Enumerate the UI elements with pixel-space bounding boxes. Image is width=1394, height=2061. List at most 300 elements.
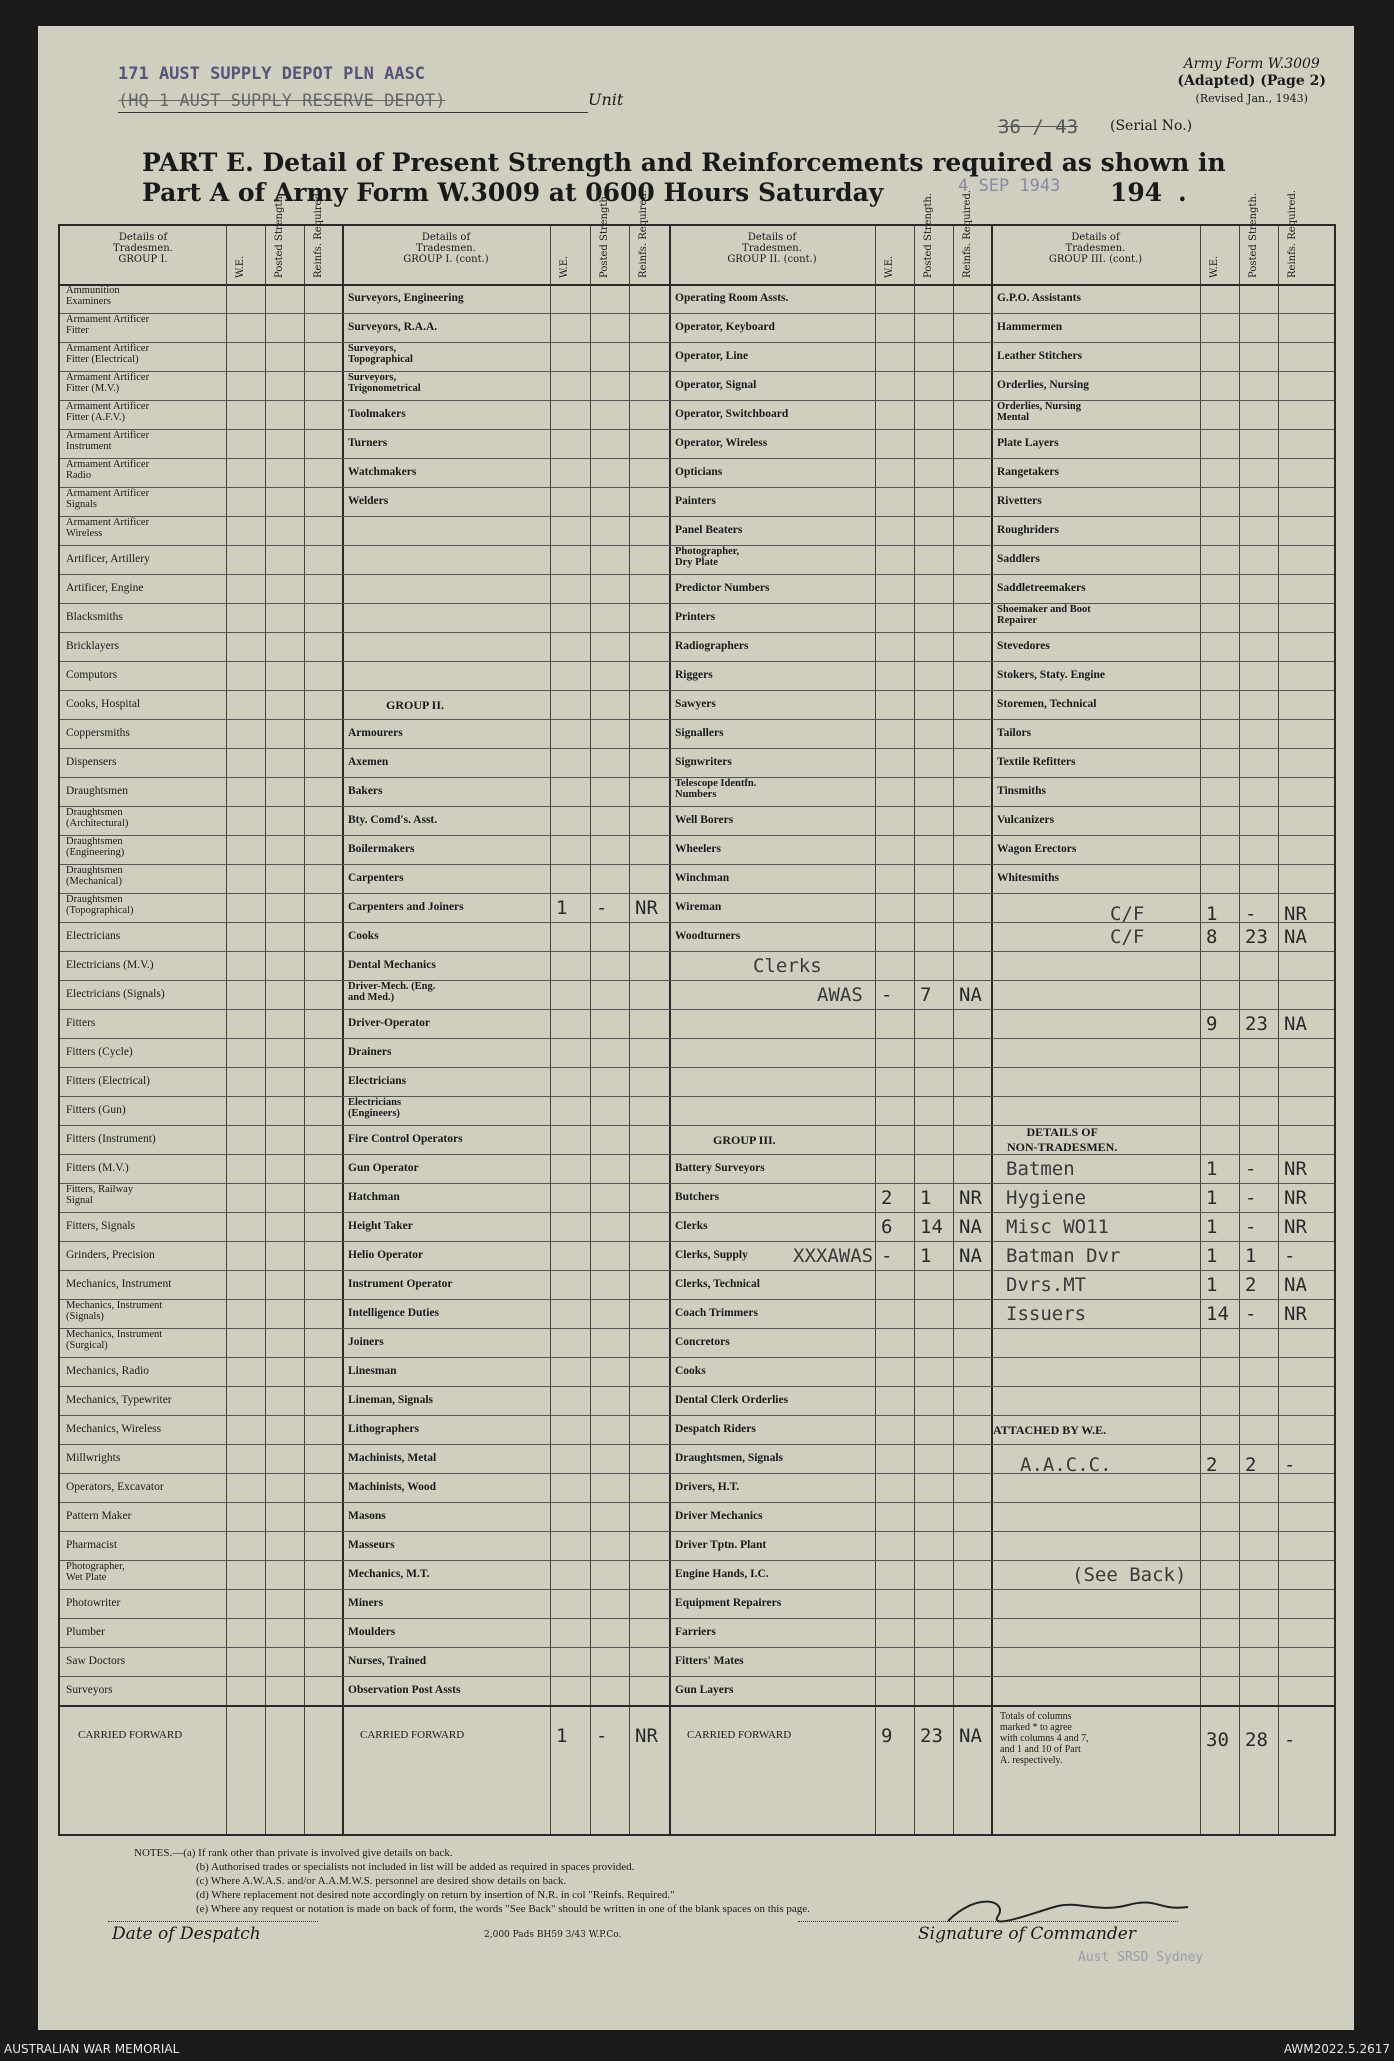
form-revised: (Revised Jan., 1943) (1195, 92, 1308, 105)
group-divider (669, 226, 671, 1834)
row-label: Operator, Signal (675, 379, 757, 391)
row-label: Stokers, Staty. Engine (997, 669, 1105, 681)
row-label: Vulcanizers (997, 814, 1055, 826)
row-label: Armament Artificer Fitter (66, 314, 150, 336)
row-rule (60, 1328, 1334, 1329)
row-label: Photographer, Wet Plate (66, 1561, 125, 1583)
row-rule (60, 1125, 1334, 1126)
row-label: Leather Stitchers (997, 350, 1083, 362)
row-label: Bakers (348, 785, 383, 797)
row-label: Roughriders (997, 524, 1059, 536)
row-label: Nurses, Trained (348, 1655, 427, 1667)
row-label: Cooks, Hospital (66, 698, 141, 710)
column-header-details: Details of Tradesmen. GROUP I. (cont.) (403, 232, 489, 265)
row-label: Observation Post Assts (348, 1684, 461, 1696)
row-label: Mechanics, Instrument (Surgical) (66, 1329, 163, 1351)
row-label: Surveyors, R.A.A. (348, 321, 438, 333)
form-title-line1: PART E. Detail of Present Strength and Reinforcements required as shown in (142, 148, 1226, 177)
row-label: Armament Artificer Instrument (66, 430, 150, 452)
entry-value: 2 (1245, 1454, 1257, 1476)
row-label: Coppersmiths (66, 727, 130, 739)
section-heading: DETAILS OF NON-TRADESMEN. (1007, 1125, 1118, 1154)
row-label: Fitters (Gun) (66, 1104, 126, 1116)
entry-value: NR (959, 1187, 982, 1209)
row-label: Storemen, Technical (997, 698, 1097, 710)
typed-clerks: Clerks (753, 955, 822, 977)
row-label: Predictor Numbers (675, 582, 770, 594)
entry-value: NR (635, 897, 658, 919)
row-label: Joiners (348, 1336, 384, 1348)
signature-label: Signature of Commander (918, 1924, 1136, 1944)
row-label: Dental Mechanics (348, 959, 436, 971)
row-rule (60, 1212, 1334, 1213)
row-label: Fitters' Mates (675, 1655, 744, 1667)
row-label: Photographer, Dry Plate (675, 546, 740, 568)
entry-value: - (1245, 1303, 1257, 1325)
entry-value: - (881, 984, 893, 1006)
row-label: Textile Refitters (997, 756, 1076, 768)
row-label: Surveyors, Topographical (348, 343, 413, 365)
row-label: Welders (348, 495, 389, 507)
row-rule (60, 1589, 1334, 1590)
unit-stamp: 171 AUST SUPPLY DEPOT PLN AASC (118, 64, 426, 84)
row-label: Linesman (348, 1365, 397, 1377)
form-title-year: 194 (1110, 178, 1163, 207)
column-divider (1200, 226, 1201, 1834)
row-label: Painters (675, 495, 716, 507)
entry-value: NR (1284, 903, 1307, 925)
row-label: Riggers (675, 669, 713, 681)
entry-value: 23 (1245, 1013, 1268, 1035)
note-line: (d) Where replacement not desired note accordingly on return by insertion of N.R. in col "Reinfs. Required." (196, 1889, 675, 1901)
column-divider (1278, 226, 1279, 1834)
column-header-we: W.E. (235, 255, 246, 278)
row-label: Surveyors, Trigonometrical (348, 372, 421, 394)
row-label: Carpenters (348, 872, 404, 884)
entry-value: 1 (1206, 903, 1218, 925)
row-label: Fitters (Cycle) (66, 1046, 133, 1058)
row-label: Surveyors (66, 1684, 113, 1696)
row-rule (60, 690, 1334, 691)
signature-line (798, 1921, 1178, 1922)
row-rule (60, 1386, 1334, 1387)
entry-value: - (596, 1725, 608, 1747)
row-label: Radiographers (675, 640, 749, 652)
row-label: G.P.O. Assistants (997, 292, 1081, 304)
column-header-details: Details of Tradesmen. GROUP I. (113, 232, 173, 265)
row-label: Grinders, Precision (66, 1249, 155, 1261)
group-divider (991, 226, 993, 1834)
entry-value: 23 (1245, 926, 1268, 948)
entry-value: NR (1284, 1187, 1307, 1209)
row-label: Sawyers (675, 698, 716, 710)
row-label: Clerks, Technical (675, 1278, 760, 1290)
row-rule (60, 951, 1334, 952)
row-rule (60, 1444, 1334, 1445)
row-label: Opticians (675, 466, 723, 478)
column-header-we: W.E. (884, 255, 895, 278)
row-rule (60, 1270, 1334, 1271)
row-rule (60, 719, 1334, 720)
column-header-posted: Posted Strength. (599, 192, 610, 278)
serial-label: (Serial No.) (1110, 118, 1193, 134)
row-label: Coach Trimmers (675, 1307, 758, 1319)
entry-value: 1 (920, 1245, 932, 1267)
row-label: Draughtsmen (Engineering) (66, 836, 125, 858)
row-label: Plate Layers (997, 437, 1059, 449)
row-label: Operator, Line (675, 350, 749, 362)
entry-value: NA (1284, 1274, 1307, 1296)
header-rule (60, 284, 1334, 286)
row-label: Masons (348, 1510, 386, 1522)
archive-name: AUSTRALIAN WAR MEMORIAL (4, 2042, 180, 2056)
column-divider (265, 226, 266, 1834)
entry-value: - (1284, 1245, 1296, 1267)
row-rule (60, 1067, 1334, 1068)
row-rule (60, 864, 1334, 865)
row-rule (60, 661, 1334, 662)
column-header-reinfs: Reinfs. Required. (962, 189, 973, 278)
column-header-we: W.E. (1209, 255, 1220, 278)
entry-value: 1 (1245, 1245, 1257, 1267)
row-rule (60, 603, 1334, 604)
row-label: Orderlies, Nursing (997, 379, 1089, 391)
column-header-details: Details of Tradesmen. GROUP II. (cont.) (727, 232, 817, 265)
row-label: Armament Artificer Fitter (A.F.V.) (66, 401, 150, 423)
row-label: Equipment Repairers (675, 1597, 782, 1609)
row-label: Electricians (348, 1075, 407, 1087)
note-line: (c) Where A.W.A.S. and/or A.A.M.W.S. personnel are desired show details on back. (196, 1875, 567, 1887)
row-label: Engine Hands, I.C. (675, 1568, 769, 1580)
row-rule (60, 429, 1334, 430)
unit-struck: (HQ 1 AUST SUPPLY RESERVE DEPOT) (118, 91, 446, 111)
row-label: Clerks, Supply (675, 1249, 748, 1261)
row-label: Butchers (675, 1191, 720, 1203)
column-header-posted: Posted Strength. (274, 192, 285, 278)
row-label: Drivers, H.T. (675, 1481, 740, 1493)
row-label: Mechanics, M.T. (348, 1568, 430, 1580)
entry-value: NA (1284, 926, 1307, 948)
row-label: Draughtsmen (66, 785, 128, 797)
row-label: Lithographers (348, 1423, 419, 1435)
entry-value: NA (959, 984, 982, 1006)
row-label: Instrument Operator (348, 1278, 453, 1290)
row-label: Drainers (348, 1046, 392, 1058)
date-of-despatch-label: Date of Despatch (112, 1924, 261, 1944)
column-header-details: Details of Tradesmen. GROUP III. (cont.) (1048, 232, 1143, 265)
row-label: Armament Artificer Fitter (M.V.) (66, 372, 150, 394)
row-label: Draughtsmen (Architectural) (66, 807, 129, 829)
note-line: (e) Where any request or notation is made on back of form, the words "See Back" should be written in one of the blank spaces on this page. (196, 1903, 810, 1915)
row-label: Driver Tptn. Plant (675, 1539, 767, 1551)
signature-stamp: Aust SRSD Sydney (1078, 1950, 1204, 1965)
entry-value: 1 (1206, 1274, 1218, 1296)
row-label: Bty. Comd's. Asst. (348, 814, 438, 826)
section-heading: GROUP II. (386, 698, 445, 712)
entry-value: 1 (1206, 1187, 1218, 1209)
entry-value: NA (959, 1725, 982, 1747)
row-label: Moulders (348, 1626, 396, 1638)
row-rule (60, 1009, 1334, 1010)
row-label: Bricklayers (66, 640, 120, 652)
section-heading: GROUP III. (713, 1133, 776, 1147)
carried-forward-label: CARRIED FORWARD (78, 1729, 183, 1741)
archive-id: AWM2022.5.2617 (1283, 2042, 1390, 2056)
row-rule (60, 1560, 1334, 1561)
note-line: (b) Authorised trades or specialists not included in list will be added as required in spaces provided. (196, 1861, 635, 1873)
row-rule (60, 1415, 1334, 1416)
row-label: Electricians (M.V.) (66, 959, 154, 971)
entry-value: 1 (1206, 1245, 1218, 1267)
row-label: Driver-Mech. (Eng. and Med.) (348, 981, 436, 1003)
typed-cf: C/F (1110, 926, 1145, 948)
row-label: Dental Clerk Orderlies (675, 1394, 789, 1406)
row-label: Electricians (Engineers) (348, 1097, 402, 1119)
column-header-reinfs: Reinfs. Required. (1287, 189, 1298, 278)
typed-non-tradesman: Dvrs.MT (1006, 1274, 1087, 1296)
row-label: Draughtsmen (Mechanical) (66, 865, 123, 887)
row-rule (60, 458, 1334, 459)
entry-value: NR (1284, 1158, 1307, 1180)
entry-value: 7 (920, 984, 932, 1006)
row-label: Armourers (348, 727, 403, 739)
column-header-we: W.E. (559, 255, 570, 278)
entry-value: 30 (1206, 1729, 1229, 1751)
row-label: Artificer, Engine (66, 582, 144, 594)
row-rule (60, 487, 1334, 488)
entry-value: 1 (1206, 1216, 1218, 1238)
carried-forward-label: CARRIED FORWARD (360, 1729, 465, 1741)
row-rule (60, 1183, 1334, 1184)
entry-value: 2 (1245, 1274, 1257, 1296)
row-label: Gun Operator (348, 1162, 419, 1174)
column-divider (953, 226, 954, 1834)
row-label: Computors (66, 669, 118, 681)
row-label: Helio Operator (348, 1249, 424, 1261)
row-rule (60, 574, 1334, 575)
entry-value: 8 (1206, 926, 1218, 948)
printer-imprint: 2,000 Pads BH59 3/43 W.P.Co. (484, 1930, 622, 1940)
form-adapted: (Adapted) (Page 2) (1177, 73, 1326, 89)
row-label: Fitters (Instrument) (66, 1133, 156, 1145)
form-title-period: . (1178, 178, 1187, 207)
entry-value: 14 (1206, 1303, 1229, 1325)
entry-value: NR (635, 1725, 658, 1747)
row-rule (60, 748, 1334, 749)
row-label: Electricians (Signals) (66, 988, 165, 1000)
row-label: Signallers (675, 727, 724, 739)
entry-value: NA (959, 1245, 982, 1267)
serial-number: 36 / 43 (998, 116, 1079, 138)
entry-value: - (596, 897, 608, 919)
row-label: Turners (348, 437, 388, 449)
row-label: Gun Layers (675, 1684, 734, 1696)
row-label: Armament Artificer Fitter (Electrical) (66, 343, 150, 365)
typed-cf: C/F (1110, 903, 1145, 925)
row-label: Fitters, Railway Signal (66, 1184, 134, 1206)
row-label: Machinists, Metal (348, 1452, 437, 1464)
row-label: Millwrights (66, 1452, 121, 1464)
row-label: Saw Doctors (66, 1655, 126, 1667)
column-divider (550, 226, 551, 1834)
row-label: Operator, Switchboard (675, 408, 789, 420)
entry-value: 9 (1206, 1013, 1218, 1035)
row-label: Fitters, Signals (66, 1220, 136, 1232)
note-line: NOTES.—(a) If rank other than private is involved give details on back. (134, 1847, 453, 1859)
row-label: Fitters (66, 1017, 96, 1029)
row-rule (60, 1502, 1334, 1503)
typed-non-tradesman: Batman Dvr (1006, 1245, 1121, 1267)
entry-value: 23 (920, 1725, 943, 1747)
row-label: Woodturners (675, 930, 741, 942)
row-label: Intelligence Duties (348, 1307, 440, 1319)
row-label: Plumber (66, 1626, 105, 1638)
archive-footer (0, 2036, 1394, 2061)
row-label: Draughtsmen, Signals (675, 1452, 783, 1464)
row-label: Mechanics, Instrument (66, 1278, 172, 1290)
typed-awas: AWAS (817, 984, 863, 1006)
row-label: Machinists, Wood (348, 1481, 436, 1493)
row-label: Driver-Operator (348, 1017, 430, 1029)
date-stamp: 4 SEP 1943 (958, 176, 1061, 196)
row-label: Armament Artificer Radio (66, 459, 150, 481)
typed-see-back: (See Back) (1072, 1564, 1187, 1586)
typed-non-tradesman: Issuers (1006, 1303, 1087, 1325)
unit-label: Unit (588, 90, 624, 109)
typed-attached: A.A.C.C. (1020, 1454, 1112, 1476)
row-label: Tailors (997, 727, 1032, 739)
row-label: Pattern Maker (66, 1510, 132, 1522)
row-label: Wheelers (675, 843, 721, 855)
row-label: Mechanics, Radio (66, 1365, 150, 1377)
entry-value: 1 (556, 897, 568, 919)
row-label: Cooks (675, 1365, 706, 1377)
column-header-reinfs: Reinfs. Required. (313, 189, 324, 278)
form-number: Army Form W.3009 (1183, 56, 1320, 72)
row-label: Rivetters (997, 495, 1042, 507)
row-rule (60, 400, 1334, 401)
entry-value: 14 (920, 1216, 943, 1238)
column-divider (914, 226, 915, 1834)
row-label: Tinsmiths (997, 785, 1047, 797)
form-title-line2: Part A of Army Form W.3009 at 0600 Hours Saturday (142, 178, 884, 207)
column-divider (304, 226, 305, 1834)
row-label: Ammunition Examiners (66, 285, 120, 307)
row-label: Photowriter (66, 1597, 121, 1609)
row-label: Whitesmiths (997, 872, 1059, 884)
typed-non-tradesman: Hygiene (1006, 1187, 1087, 1209)
row-label: Dispensers (66, 756, 117, 768)
row-label: Operators, Excavator (66, 1481, 164, 1493)
row-label: Boilermakers (348, 843, 415, 855)
row-label: Mechanics, Wireless (66, 1423, 162, 1435)
row-label: Armament Artificer Wireless (66, 517, 150, 539)
typed-non-tradesman: Misc WO11 (1006, 1216, 1109, 1238)
row-label: Pharmacist (66, 1539, 118, 1551)
row-label: Orderlies, Nursing Mental (997, 401, 1081, 423)
row-rule (60, 893, 1334, 894)
row-label: Mechanics, Instrument (Signals) (66, 1300, 163, 1322)
row-label: Fire Control Operators (348, 1133, 463, 1145)
entry-value: NR (1284, 1216, 1307, 1238)
row-rule (60, 835, 1334, 836)
row-rule (60, 1647, 1334, 1648)
row-label: Mechanics, Typewriter (66, 1394, 172, 1406)
row-rule (60, 1531, 1334, 1532)
row-rule (60, 980, 1334, 981)
row-label: Winchman (675, 872, 730, 884)
row-label: Saddletreemakers (997, 582, 1086, 594)
entry-value: - (1284, 1454, 1296, 1476)
entry-value: NA (959, 1216, 982, 1238)
row-rule (60, 1676, 1334, 1677)
row-label: Wireman (675, 901, 722, 913)
row-label: Cooks (348, 930, 379, 942)
row-label: Watchmakers (348, 466, 417, 478)
row-rule (60, 806, 1334, 807)
row-label: Battery Surveyors (675, 1162, 765, 1174)
row-label: Miners (348, 1597, 384, 1609)
row-rule (60, 1154, 1334, 1155)
row-rule (60, 1241, 1334, 1242)
row-label: Electricians (66, 930, 121, 942)
entry-value: - (1245, 1187, 1257, 1209)
entry-value: NA (1284, 1013, 1307, 1035)
form-page (38, 26, 1354, 2030)
row-label: Driver Mechanics (675, 1510, 763, 1522)
section-heading: ATTACHED BY W.E. (993, 1423, 1107, 1437)
entry-value: - (1284, 1729, 1296, 1751)
notes-block (134, 1846, 810, 1916)
row-label: Signwriters (675, 756, 732, 768)
column-divider (875, 226, 876, 1834)
row-label: Hatchman (348, 1191, 400, 1203)
row-rule (60, 1357, 1334, 1358)
entry-value: 1 (920, 1187, 932, 1209)
row-label: Toolmakers (348, 408, 406, 420)
despatch-line (108, 1921, 318, 1922)
column-divider (629, 226, 630, 1834)
entry-value: 1 (556, 1725, 568, 1747)
typed-non-tradesman: Batmen (1006, 1158, 1075, 1180)
row-label: Artificer, Artillery (66, 553, 150, 565)
row-label: Farriers (675, 1626, 716, 1638)
row-label: Printers (675, 611, 716, 623)
entry-value: - (881, 1245, 893, 1267)
entry-value: NR (1284, 1303, 1307, 1325)
row-label: Stevedores (997, 640, 1050, 652)
entry-value: 9 (881, 1725, 893, 1747)
column-divider (590, 226, 591, 1834)
row-label: Operator, Keyboard (675, 321, 775, 333)
row-label: Carpenters and Joiners (348, 901, 464, 913)
row-rule (60, 516, 1334, 517)
column-header-posted: Posted Strength. (923, 192, 934, 278)
row-rule (60, 1299, 1334, 1300)
row-label: Well Borers (675, 814, 734, 826)
carried-forward-rule (60, 1705, 1334, 1707)
row-label: Lineman, Signals (348, 1394, 433, 1406)
row-rule (60, 371, 1334, 372)
row-label: Draughtsmen (Topographical) (66, 894, 134, 916)
row-rule (60, 1473, 1334, 1474)
row-label: Clerks (675, 1220, 708, 1232)
row-label: Rangetakers (997, 466, 1059, 478)
form-reference (1177, 56, 1326, 107)
entry-value: 28 (1245, 1729, 1268, 1751)
totals-note: Totals of columns marked * to agree with columns 4 and 7, and 1 and 10 of Part A. respectively. (1000, 1711, 1089, 1766)
row-label: Armament Artificer Signals (66, 488, 150, 510)
